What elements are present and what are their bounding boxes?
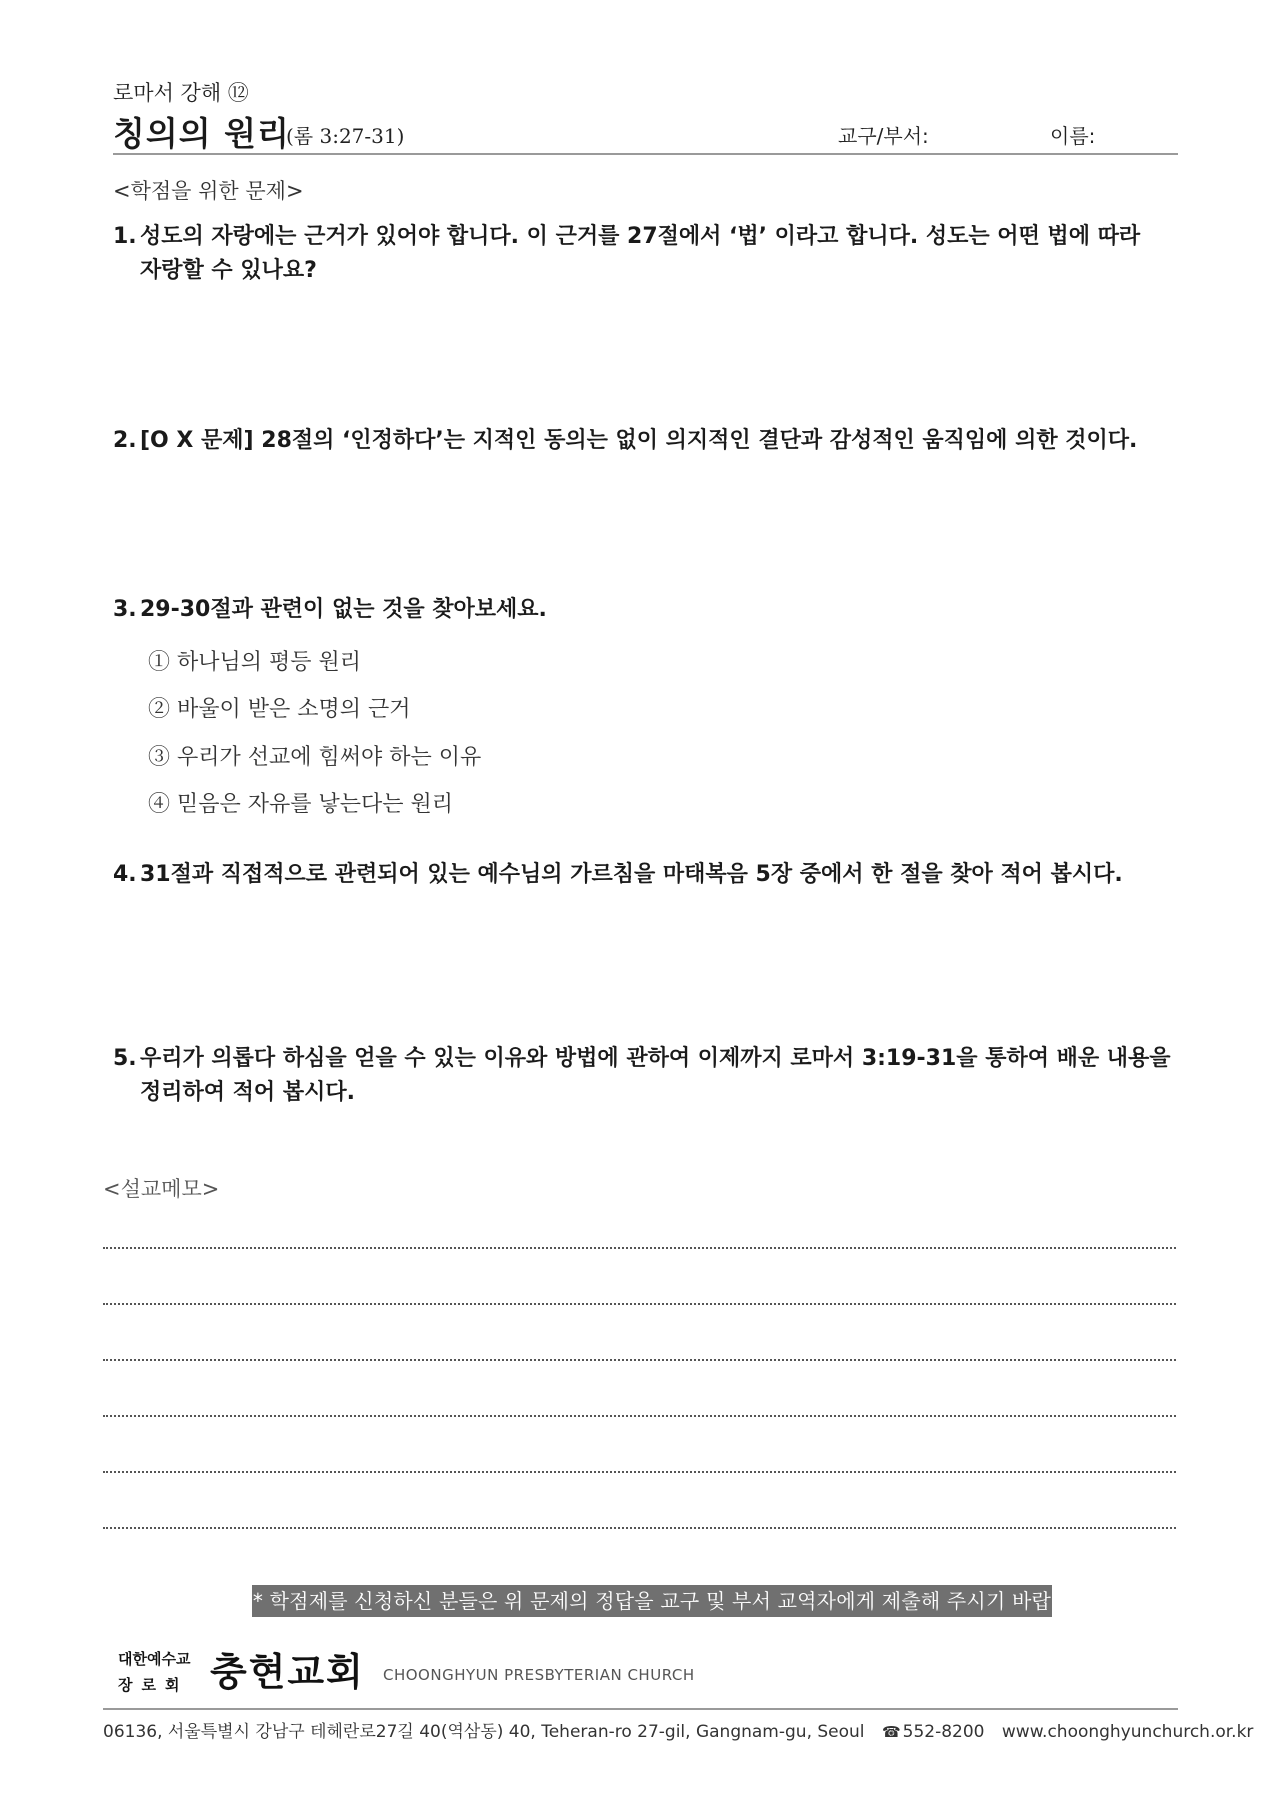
question-text: 31절과 직접적으로 관련되어 있는 예수님의 가르침을 마태복음 5장 중에서 한 절을 찾아 적어 봅시다. — [140, 862, 1123, 887]
memo-line — [103, 1247, 1176, 1249]
memo-line — [103, 1415, 1176, 1417]
name-label: 이름: — [1050, 124, 1096, 148]
answer-option-3: ③ 우리가 선교에 힘써야 하는 이유 — [148, 745, 482, 770]
question-text: [O X 문제] 28절의 ‘인정하다’는 지적인 동의는 없이 의지적인 결단과 감성적인 움직임에 의한 것이다. — [140, 428, 1138, 453]
question-text: 성도의 자랑에는 근거가 있어야 합니다. 이 근거를 27절에서 ‘법’ 이라고 합니다. 성도는 어떤 법에 따라 — [140, 224, 1141, 249]
question-number: 5. — [113, 1046, 137, 1071]
submission-notice: * 학점제를 신청하신 분들은 위 문제의 정답을 교구 및 부서 교역자에게 제출해 주시기 바랍니다. — [252, 1585, 1052, 1617]
svg-text:대한예수교: 대한예수교 — [118, 1650, 191, 1668]
answer-option-1: ① 하나님의 평등 원리 — [148, 650, 361, 675]
memo-section-label: <설교메모> — [103, 1177, 220, 1201]
department-label: 교구/부서: — [838, 124, 929, 148]
question-4 — [113, 858, 1173, 892]
question-5 — [113, 1042, 1173, 1110]
series-title: 로마서 강해 ⑫ — [113, 81, 249, 105]
church-website: www.choonghyunchurch.or.kr — [1001, 1722, 1254, 1742]
svg-text:장로회: 장로회 — [118, 1676, 189, 1694]
page-title: 칭의의 원리 — [113, 114, 290, 153]
church-name-english: CHOONGHYUN PRESBYTERIAN CHURCH — [383, 1666, 695, 1684]
quiz-section-label: <학점을 위한 문제> — [113, 179, 304, 203]
question-text: 우리가 의롭다 하심을 얻을 수 있는 이유와 방법에 관하여 이제까지 로마서 3:19-31을 통하여 배운 내용을 — [140, 1046, 1171, 1071]
memo-line — [103, 1527, 1176, 1529]
memo-line — [103, 1303, 1176, 1305]
scripture-reference: (롬 3:27-31) — [286, 124, 405, 148]
answer-option-4: ④ 믿음은 자유를 낳는다는 원리 — [148, 792, 453, 817]
question-text: 29-30절과 관련이 없는 것을 찾아보세요. — [140, 597, 547, 622]
answer-option-2: ② 바울이 받은 소명의 근거 — [148, 697, 411, 722]
memo-line — [103, 1471, 1176, 1473]
title-row — [113, 108, 1178, 152]
phone-number: 552-8200 — [902, 1722, 985, 1742]
church-address: 06136, 서울특별시 강남구 테헤란로27길 40(역삼동) 40, Teheran-ro 27-gil, Gangnam-gu, Seoul — [103, 1722, 865, 1742]
question-number: 3. — [113, 597, 137, 622]
memo-line — [103, 1359, 1176, 1361]
question-number: 2. — [113, 428, 137, 453]
svg-text:충현교회: 충현교회 — [210, 1649, 365, 1694]
footer-contact — [103, 1717, 1254, 1742]
church-logo-graphic — [118, 1640, 373, 1700]
question-1 — [113, 220, 1173, 288]
question-2 — [113, 424, 1173, 458]
question-text-continued: 정리하여 적어 봅시다. — [140, 1080, 355, 1105]
church-logo — [118, 1640, 373, 1700]
phone-icon: ☎ — [881, 1723, 901, 1741]
footer-divider — [103, 1708, 1178, 1710]
question-text-continued: 자랑할 수 있나요? — [140, 258, 317, 283]
question-3 — [113, 593, 1173, 627]
header-divider — [113, 153, 1178, 155]
question-number: 1. — [113, 224, 137, 249]
question-number: 4. — [113, 862, 137, 887]
